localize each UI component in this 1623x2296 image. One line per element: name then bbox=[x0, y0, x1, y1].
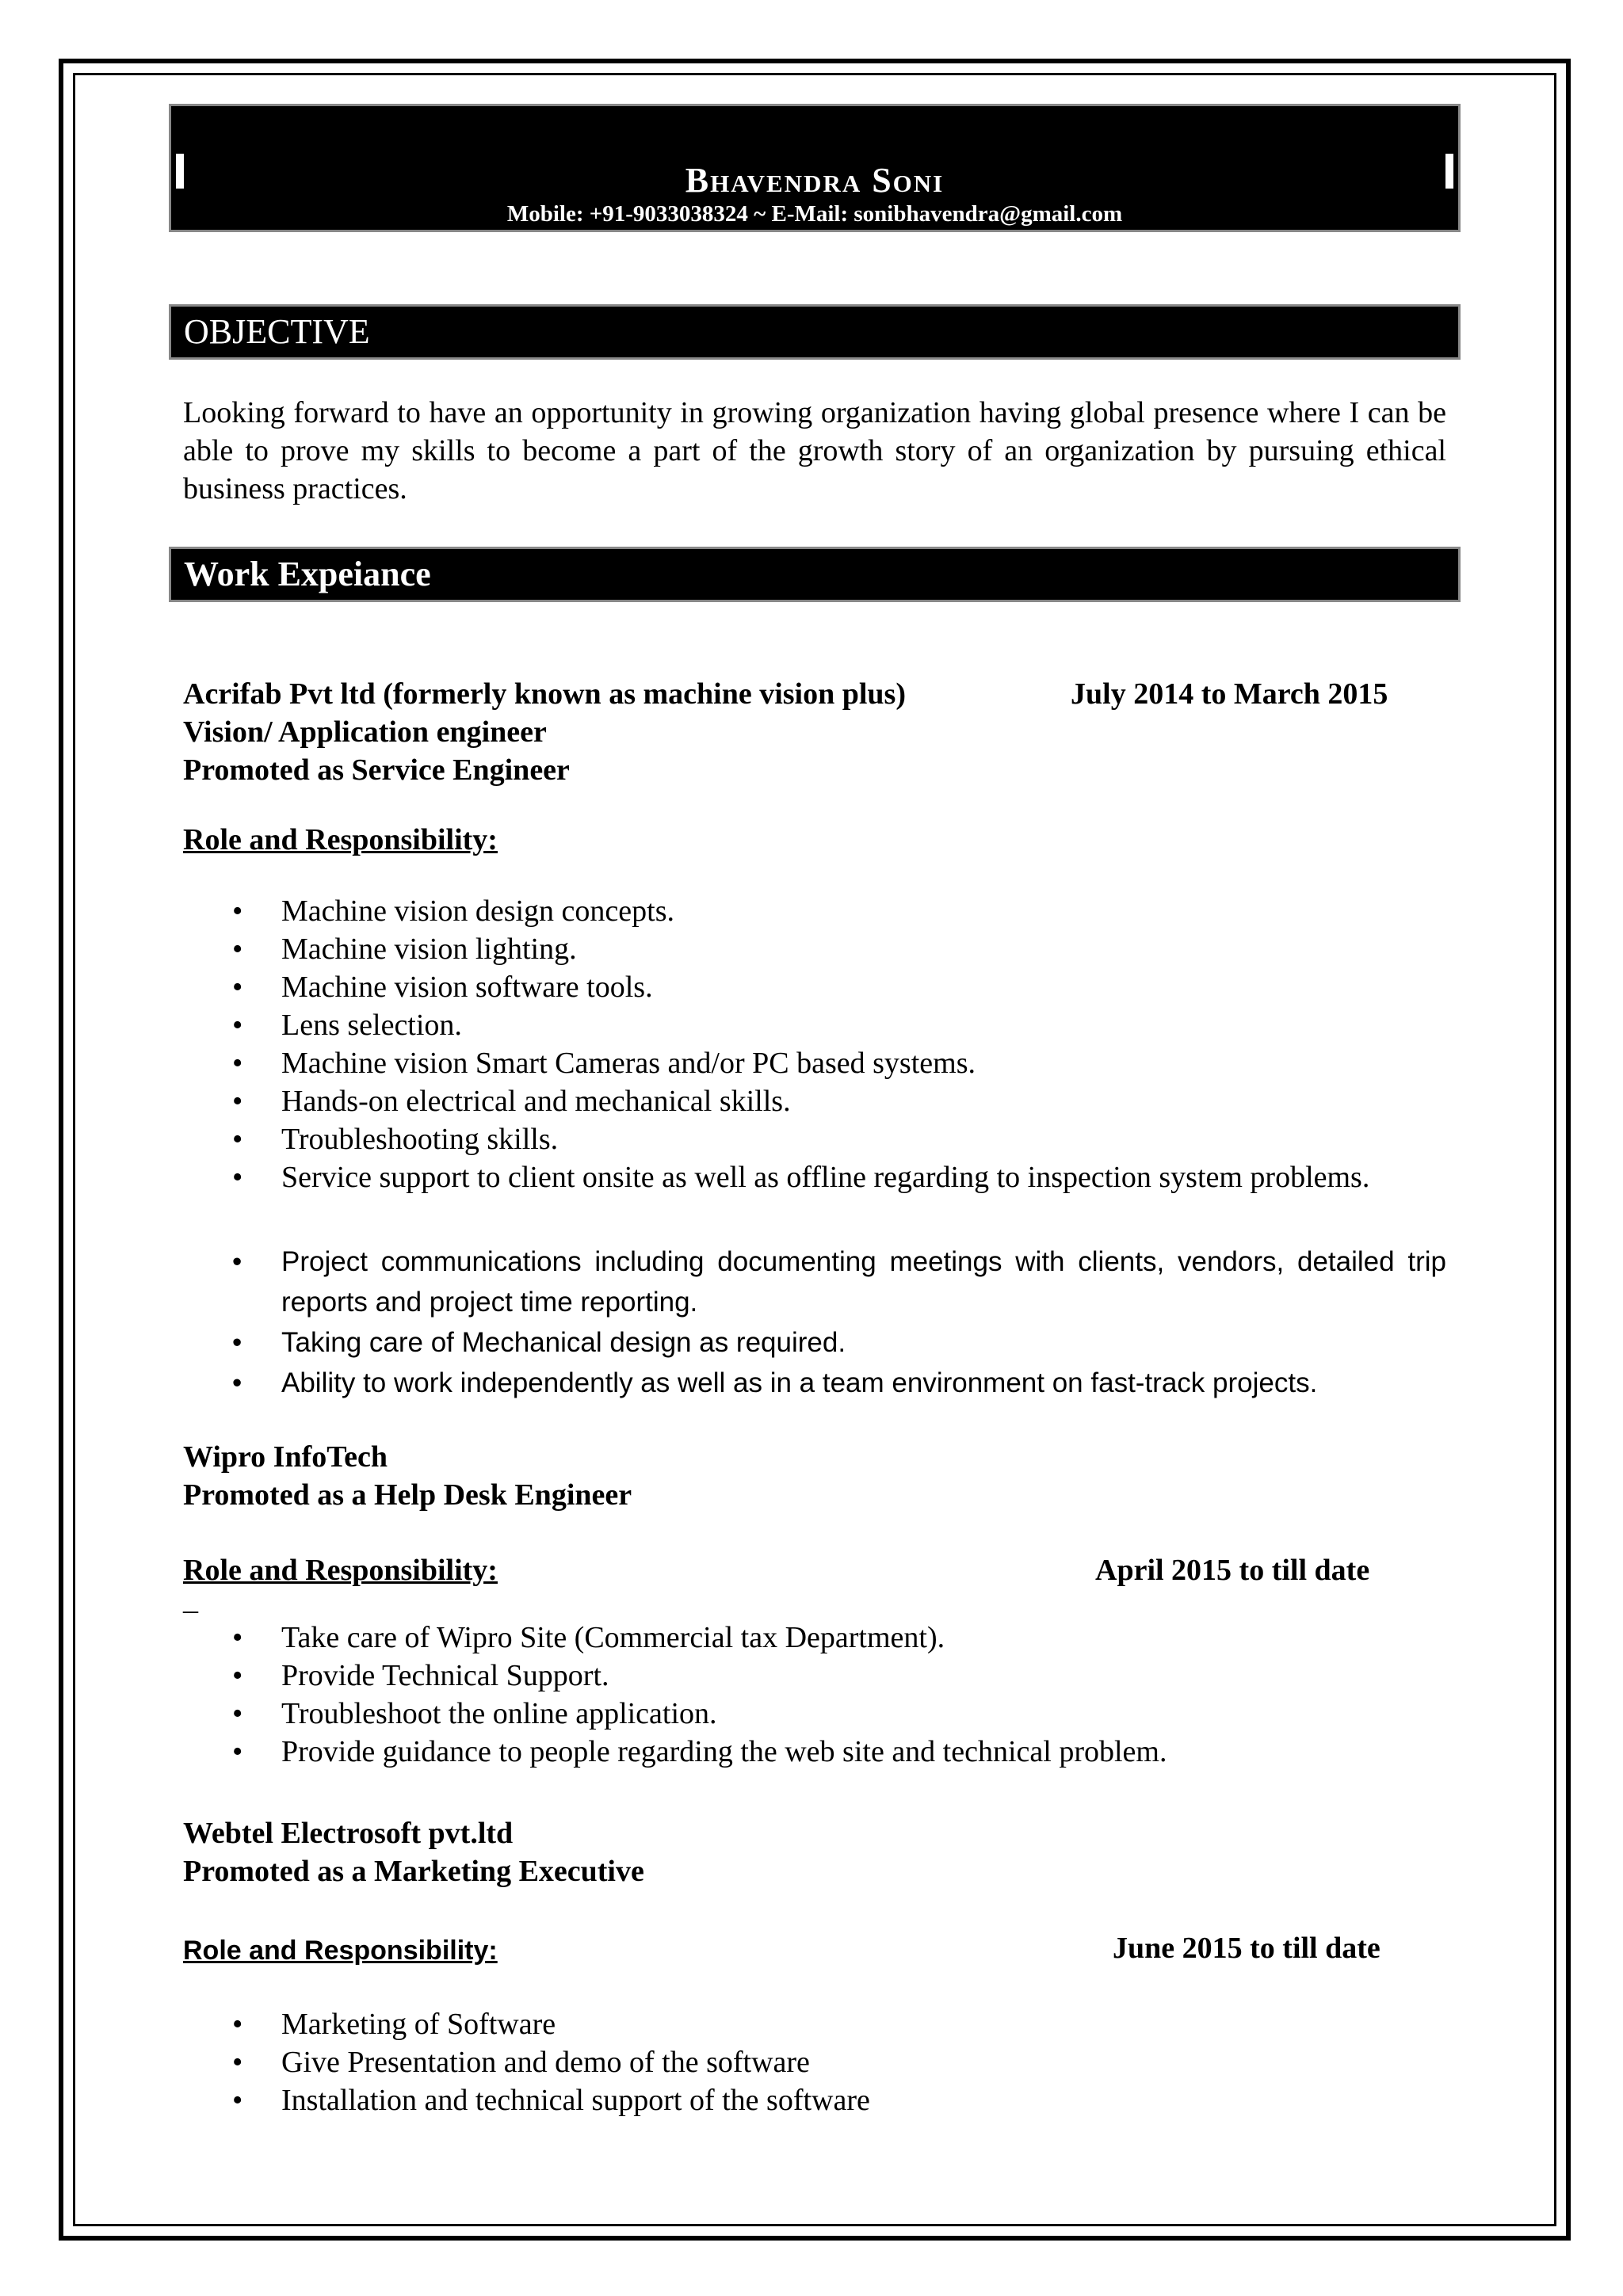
bullet-dot-icon: • bbox=[232, 2008, 243, 2041]
job2-company: Wipro InfoTech bbox=[183, 1440, 388, 1474]
bullet-dot-icon: • bbox=[232, 1246, 242, 1277]
list-item: • Project communications including documenting meetings with clients, vendors, detailed trip reports and project time reporting. bbox=[183, 1241, 1446, 1322]
job3-company: Webtel Electrosoft pvt.ltd bbox=[183, 1817, 514, 1850]
list-item: • Troubleshoot the online application. bbox=[183, 1695, 1446, 1733]
bullet-dot-icon: • bbox=[232, 1085, 243, 1118]
list-item: • Ability to work independently as well as in a team environment on fast-track projects. bbox=[183, 1363, 1446, 1403]
list-item: • Marketing of Software bbox=[183, 2005, 1446, 2043]
candidate-name: Bhavendra Soni bbox=[685, 161, 945, 200]
bullet-dot-icon: • bbox=[232, 933, 243, 966]
list-item: • Machine vision software tools. bbox=[183, 968, 1446, 1006]
bullet-dot-icon: • bbox=[232, 1621, 243, 1654]
list-item: • Installation and technical support of the software bbox=[183, 2081, 1446, 2119]
bullet-dot-icon: • bbox=[232, 1367, 242, 1398]
bullet-dot-icon: • bbox=[232, 1327, 242, 1358]
list-item: • Taking care of Mechanical design as required. bbox=[183, 1322, 1446, 1363]
bullet-dot-icon: • bbox=[232, 2084, 243, 2117]
list-item: • Machine vision Smart Cameras and/or PC based systems. bbox=[183, 1044, 1446, 1082]
bullet-dot-icon: • bbox=[232, 1735, 243, 1768]
bullet-dot-icon: • bbox=[232, 1009, 243, 1042]
list-item: • Provide guidance to people regarding the web site and technical problem. bbox=[183, 1733, 1446, 1771]
job2-promotion: Promoted as a Help Desk Engineer bbox=[183, 1478, 632, 1512]
job2-responsibility-label: Role and Responsibility: bbox=[183, 1554, 498, 1587]
list-item: • Lens selection. bbox=[183, 1006, 1446, 1044]
objective-heading: OBJECTIVE bbox=[169, 304, 1461, 360]
list-item: • Machine vision lighting. bbox=[183, 930, 1446, 968]
job1-promotion: Promoted as Service Engineer bbox=[183, 753, 570, 787]
job3-bullets bbox=[183, 2005, 1446, 2119]
job2-bullets bbox=[183, 1619, 1446, 1771]
bullet-dot-icon: • bbox=[232, 971, 243, 1004]
bullet-dot-icon: • bbox=[232, 2046, 243, 2079]
job1-bullets-serif bbox=[183, 892, 1446, 1196]
bullet-dot-icon: • bbox=[232, 1697, 243, 1730]
list-item: • Service support to client onsite as well as offline regarding to inspection system problems. bbox=[183, 1158, 1446, 1196]
contact-line: Mobile: +91-9033038324 ~ E-Mail: sonibhavendra@gmail.com bbox=[506, 201, 1123, 227]
name-header bbox=[169, 104, 1461, 232]
job2-dates: April 2015 to till date bbox=[1095, 1554, 1370, 1587]
bullet-dot-icon: • bbox=[232, 1659, 243, 1692]
job2-stray-mark: _ bbox=[183, 1583, 198, 1616]
work-experience-heading: Work Expeiance bbox=[169, 547, 1461, 602]
bullet-dot-icon: • bbox=[232, 894, 243, 928]
objective-text: Looking forward to have an opportunity in growing organization having global presence where I can be able to prove my skills to become a part of the growth story of an organization by pursuing ethical business practices. bbox=[183, 396, 1446, 505]
list-item: • Give Presentation and demo of the software bbox=[183, 2043, 1446, 2081]
job1-role: Vision/ Application engineer bbox=[183, 715, 547, 749]
list-item: • Provide Technical Support. bbox=[183, 1657, 1446, 1695]
job1-dates: July 2014 to March 2015 bbox=[1071, 677, 1388, 711]
job3-promotion: Promoted as a Marketing Executive bbox=[183, 1855, 644, 1888]
list-item: • Take care of Wipro Site (Commercial tax Department). bbox=[183, 1619, 1446, 1657]
list-item: • Machine vision design concepts. bbox=[183, 892, 1446, 930]
list-item: • Troubleshooting skills. bbox=[183, 1120, 1446, 1158]
bullet-dot-icon: • bbox=[232, 1161, 243, 1194]
job3-dates: June 2015 to till date bbox=[1113, 1932, 1381, 1965]
job3-responsibility-label: Role and Responsibility: bbox=[183, 1936, 498, 1966]
job1-company: Acrifab Pvt ltd (formerly known as machine vision plus) bbox=[183, 677, 906, 711]
job1-responsibility-label: Role and Responsibility: bbox=[183, 823, 498, 856]
list-item: • Hands-on electrical and mechanical skills. bbox=[183, 1082, 1446, 1120]
bullet-dot-icon: • bbox=[232, 1123, 243, 1156]
job1-bullets-sans bbox=[183, 1241, 1446, 1403]
bullet-dot-icon: • bbox=[232, 1047, 243, 1080]
